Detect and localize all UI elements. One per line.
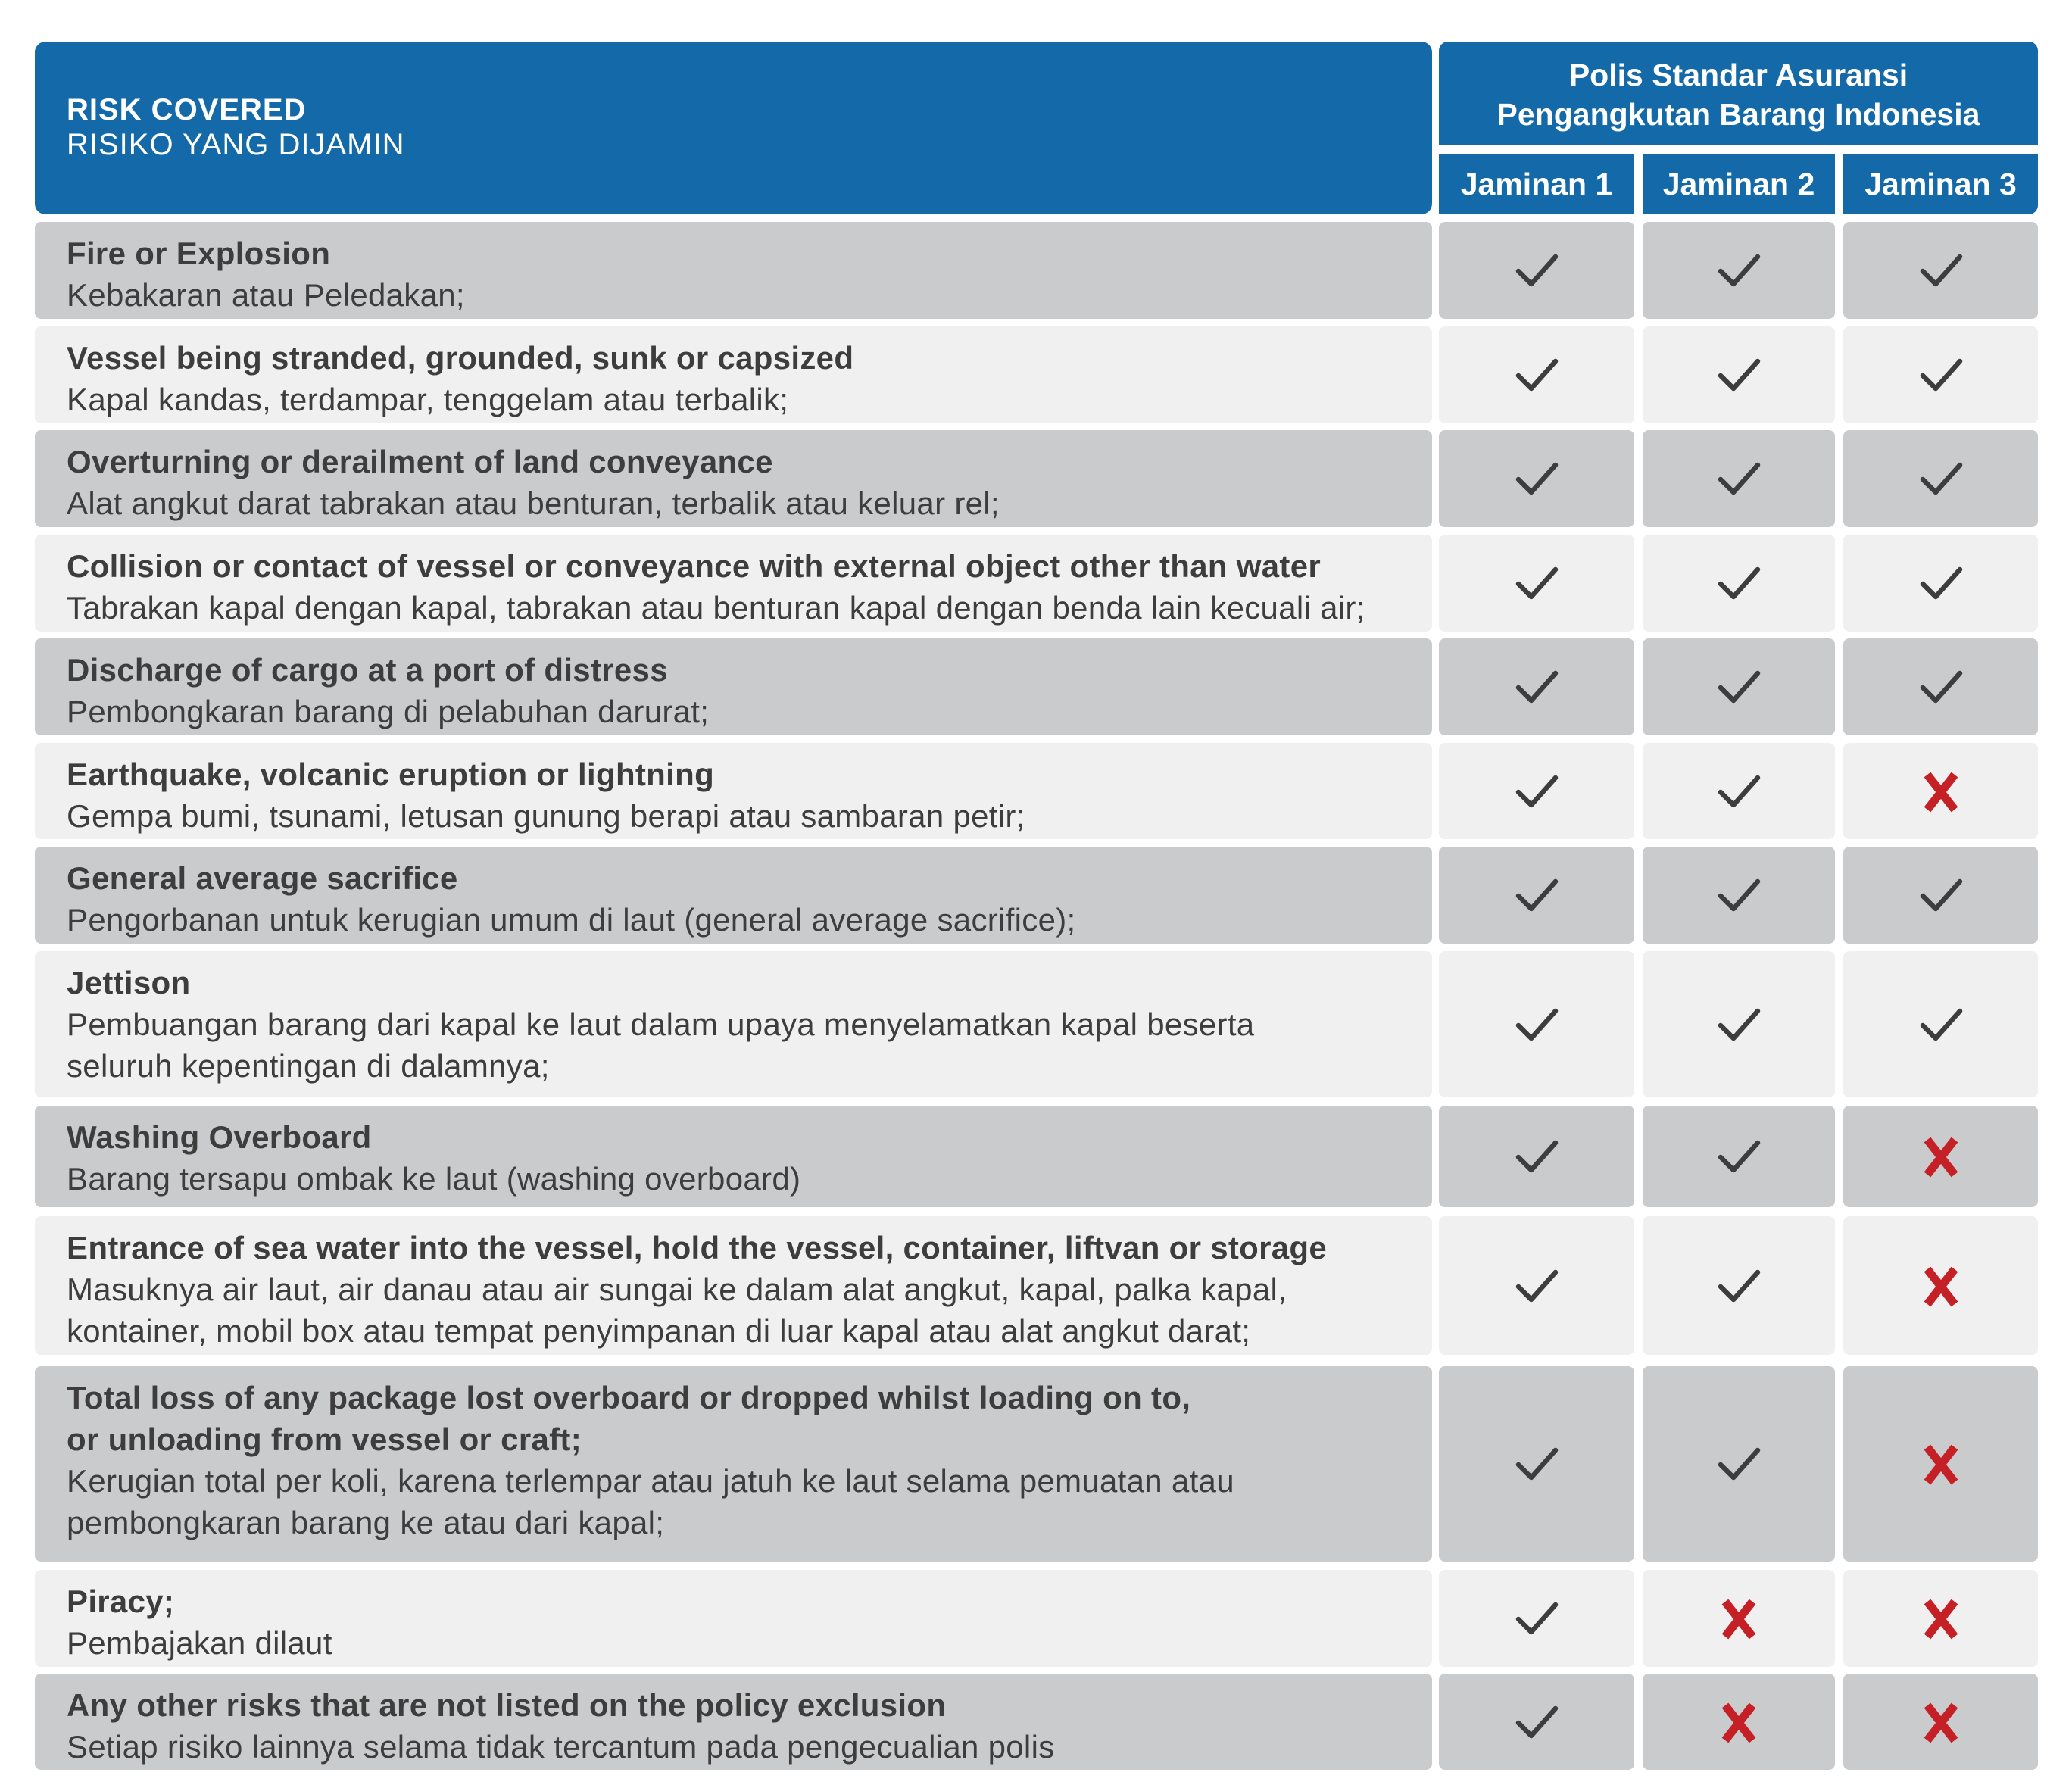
risk-description-cell <box>35 222 1432 319</box>
checkmark-icon <box>1439 872 1634 918</box>
checkmark-glyph <box>1518 673 1556 701</box>
risk-description-cell <box>35 1216 1432 1355</box>
coverage-cell-jaminan-2 <box>1643 326 1835 423</box>
coverage-cell-jaminan-1 <box>1439 847 1634 944</box>
checkmark-glyph <box>1721 1450 1758 1478</box>
risk-title-en: Jettison <box>67 965 191 1000</box>
coverage-cell-jaminan-1 <box>1439 1570 1634 1667</box>
table-row <box>0 430 2072 527</box>
checkmark-icon <box>1439 248 1634 293</box>
risk-title-id: Setiap risiko lainnya selama tidak tercantum pada pengecualian polis <box>67 1729 1055 1765</box>
risk-title-id: Gempa bumi, tsunami, letusan gunung berapi atau sambaran petir; <box>67 798 1025 834</box>
checkmark-icon <box>1439 560 1634 606</box>
coverage-cell-jaminan-1 <box>1439 222 1634 319</box>
risk-description-cell <box>35 1674 1432 1770</box>
checkmark-glyph <box>1923 569 1960 597</box>
checkmark-icon <box>1439 1263 1634 1309</box>
table-row <box>0 743 2072 839</box>
checkmark-icon <box>1643 352 1835 398</box>
table-row <box>0 1570 2072 1667</box>
risk-title-en: Any other risks that are not listed on the policy exclusion <box>67 1687 947 1723</box>
risk-title-id: Pengorbanan untuk kerugian umum di laut (general average sacrifice); <box>67 902 1076 938</box>
risk-description-cell <box>35 1366 1432 1562</box>
table-row <box>0 1674 2072 1770</box>
checkmark-icon <box>1439 1699 1634 1745</box>
checkmark-glyph <box>1721 1011 1758 1038</box>
checkmark-glyph <box>1721 257 1758 284</box>
coverage-cell-jaminan-2 <box>1643 951 1835 1097</box>
checkmark-glyph <box>1721 882 1758 909</box>
risk-title-en: Fire or Explosion <box>67 236 331 271</box>
risk-title-id: Alat angkut darat tabrakan atau benturan, terbalik atau keluar rel; <box>67 485 1000 521</box>
column-header-jaminan-3: Jaminan 3 <box>1843 154 2038 214</box>
coverage-cell-jaminan-1 <box>1439 535 1634 632</box>
cross-icon <box>1843 1596 2038 1641</box>
table-row <box>0 326 2072 423</box>
risk-description-cell <box>35 326 1432 423</box>
checkmark-glyph <box>1518 778 1556 805</box>
checkmark-glyph <box>1721 1272 1758 1300</box>
cross-icon <box>1843 1441 2038 1487</box>
coverage-cell-jaminan-3 <box>1843 430 2038 527</box>
checkmark-icon <box>1843 456 2038 501</box>
checkmark-glyph <box>1721 673 1758 701</box>
coverage-cell-jaminan-3 <box>1843 1106 2038 1207</box>
table-row <box>0 1216 2072 1355</box>
checkmark-icon <box>1843 248 2038 293</box>
coverage-cell-jaminan-1 <box>1439 1674 1634 1770</box>
checkmark-glyph <box>1721 569 1758 597</box>
table-row <box>0 222 2072 319</box>
risk-title-id: Kerugian total per koli, karena terlempar atau jatuh ke laut selama pemuatan atau pembongkaran barang ke atau dari kapal; <box>67 1463 1234 1540</box>
coverage-cell-jaminan-3 <box>1843 847 2038 944</box>
checkmark-glyph <box>1518 465 1556 492</box>
risk-title-en: Collision or contact of vessel or conveyance with external object other than water <box>67 548 1322 584</box>
coverage-cell-jaminan-3 <box>1843 326 2038 423</box>
checkmark-icon <box>1439 1002 1634 1047</box>
checkmark-icon <box>1439 1441 1634 1487</box>
checkmark-glyph <box>1518 1143 1556 1170</box>
risk-title-en: Piracy; <box>67 1584 175 1619</box>
policy-title-line2: Pengangkutan Barang Indonesia <box>1496 97 1980 132</box>
checkmark-glyph <box>1518 257 1556 284</box>
checkmark-icon <box>1643 1002 1835 1047</box>
coverage-cell-jaminan-3 <box>1843 1366 2038 1562</box>
risk-title-en: Washing Overboard <box>67 1119 372 1155</box>
risk-title-id: Kebakaran atau Peledakan; <box>67 277 465 313</box>
checkmark-glyph <box>1518 1450 1556 1478</box>
checkmark-glyph <box>1923 361 1960 388</box>
coverage-cell-jaminan-1 <box>1439 1216 1634 1355</box>
checkmark-glyph <box>1518 1272 1556 1300</box>
cross-icon <box>1843 1699 2038 1745</box>
coverage-cell-jaminan-2 <box>1643 1570 1835 1667</box>
coverage-cell-jaminan-1 <box>1439 951 1634 1097</box>
checkmark-icon <box>1439 456 1634 501</box>
risk-description-cell <box>35 951 1432 1097</box>
risk-description-cell <box>35 535 1432 632</box>
checkmark-glyph <box>1721 1143 1758 1170</box>
coverage-cell-jaminan-2 <box>1643 638 1835 735</box>
checkmark-icon <box>1439 1596 1634 1641</box>
checkmark-icon <box>1643 456 1835 501</box>
checkmark-icon <box>1843 560 2038 606</box>
column-header-jaminan-2: Jaminan 2 <box>1643 154 1835 214</box>
column-header-jaminan-1: Jaminan 1 <box>1439 154 1634 214</box>
risk-description-cell <box>35 743 1432 839</box>
risk-description-cell <box>35 1570 1432 1667</box>
coverage-cell-jaminan-1 <box>1439 1366 1634 1562</box>
risk-title-en: General average sacrifice <box>67 860 458 896</box>
checkmark-icon <box>1643 664 1835 710</box>
checkmark-glyph <box>1518 569 1556 597</box>
coverage-cell-jaminan-3 <box>1843 743 2038 839</box>
checkmark-glyph <box>1923 673 1960 701</box>
risk-title-en: Total loss of any package lost overboard or dropped whilst loading on to, or unloading from vessel or craft; <box>67 1380 1191 1457</box>
coverage-cell-jaminan-3 <box>1843 638 2038 735</box>
coverage-cell-jaminan-2 <box>1643 1216 1835 1355</box>
checkmark-glyph <box>1923 1011 1960 1038</box>
table-row <box>0 1366 2072 1562</box>
risk-title-en: Earthquake, volcanic eruption or lightning <box>67 757 715 792</box>
checkmark-glyph <box>1518 361 1556 388</box>
coverage-cell-jaminan-2 <box>1643 1674 1835 1770</box>
coverage-cell-jaminan-2 <box>1643 535 1835 632</box>
risk-title-en: Discharge of cargo at a port of distress <box>67 652 668 688</box>
cross-glyph <box>1927 1705 1955 1740</box>
checkmark-icon <box>1843 1002 2038 1047</box>
checkmark-glyph <box>1721 361 1758 388</box>
coverage-cell-jaminan-3 <box>1843 951 2038 1097</box>
risk-title-id: Kapal kandas, terdampar, tenggelam atau terbalik; <box>67 382 789 417</box>
coverage-cell-jaminan-1 <box>1439 1106 1634 1207</box>
coverage-cell-jaminan-1 <box>1439 326 1634 423</box>
risk-title-id: Masuknya air laut, air danau atau air sungai ke dalam alat angkut, kapal, palka kapal, kontainer, mobil box atau tempat penyimpanan di luar kapal atau alat angkut darat; <box>67 1272 1287 1349</box>
checkmark-icon <box>1843 664 2038 710</box>
header-title: RISK COVERED <box>67 93 307 126</box>
checkmark-icon <box>1843 872 2038 918</box>
risk-title-id: Barang tersapu ombak ke laut (washing overboard) <box>67 1161 801 1197</box>
cross-glyph <box>1927 775 1955 810</box>
coverage-cell-jaminan-1 <box>1439 430 1634 527</box>
checkmark-icon <box>1643 769 1835 814</box>
risk-title-en: Entrance of sea water into the vessel, hold the vessel, container, liftvan or storage <box>67 1230 1328 1265</box>
checkmark-icon <box>1439 352 1634 398</box>
coverage-cell-jaminan-2 <box>1643 222 1835 319</box>
coverage-cell-jaminan-2 <box>1643 1366 1835 1562</box>
cross-glyph <box>1725 1602 1752 1637</box>
risk-description-cell <box>35 638 1432 735</box>
checkmark-icon <box>1843 352 2038 398</box>
coverage-cell-jaminan-2 <box>1643 743 1835 839</box>
coverage-cell-jaminan-2 <box>1643 430 1835 527</box>
cross-glyph <box>1927 1140 1955 1175</box>
table-row <box>0 847 2072 944</box>
cross-icon <box>1843 769 2038 814</box>
cross-icon <box>1843 1263 2038 1309</box>
checkmark-icon <box>1643 560 1835 606</box>
risk-title-id: Pembongkaran barang di pelabuhan darurat; <box>67 694 710 729</box>
checkmark-icon <box>1439 1134 1634 1179</box>
risk-description-cell <box>35 1106 1432 1207</box>
table-row <box>0 951 2072 1097</box>
cross-glyph <box>1927 1602 1955 1637</box>
cross-icon <box>1643 1596 1835 1641</box>
checkmark-glyph <box>1518 1708 1556 1736</box>
coverage-cell-jaminan-3 <box>1843 1570 2038 1667</box>
checkmark-glyph <box>1518 1011 1556 1038</box>
checkmark-icon <box>1643 1441 1835 1487</box>
risk-covered-header <box>35 42 1432 214</box>
checkmark-glyph <box>1923 882 1960 909</box>
risk-title-id: Pembuangan barang dari kapal ke laut dalam upaya menyelamatkan kapal beserta seluruh kepentingan di dalamnya; <box>67 1006 1255 1084</box>
checkmark-glyph <box>1721 778 1758 805</box>
checkmark-icon <box>1643 1263 1835 1309</box>
cross-glyph <box>1725 1705 1752 1740</box>
cross-glyph <box>1927 1269 1955 1304</box>
checkmark-glyph <box>1923 257 1960 284</box>
coverage-cell-jaminan-3 <box>1843 1216 2038 1355</box>
checkmark-icon <box>1643 872 1835 918</box>
checkmark-glyph <box>1518 882 1556 909</box>
checkmark-glyph <box>1923 465 1960 492</box>
table-row <box>0 1106 2072 1207</box>
checkmark-icon <box>1439 769 1634 814</box>
risk-description-cell <box>35 847 1432 944</box>
coverage-cell-jaminan-1 <box>1439 743 1634 839</box>
risk-title-id: Tabrakan kapal dengan kapal, tabrakan atau benturan kapal dengan benda lain kecuali air; <box>67 590 1365 626</box>
risk-title-id: Pembajakan dilaut <box>67 1625 332 1661</box>
coverage-cell-jaminan-2 <box>1643 847 1835 944</box>
cross-icon <box>1843 1134 2038 1179</box>
table-row <box>0 535 2072 632</box>
policy-title-line1: Polis Standar Asuransi <box>1568 58 1908 92</box>
checkmark-icon <box>1643 248 1835 293</box>
coverage-cell-jaminan-2 <box>1643 1106 1835 1207</box>
table-row <box>0 638 2072 735</box>
policy-header <box>1439 42 2038 145</box>
checkmark-icon <box>1643 1134 1835 1179</box>
risk-description-cell <box>35 430 1432 527</box>
header-subtitle: RISIKO YANG DIJAMIN <box>67 128 405 161</box>
checkmark-icon <box>1439 664 1634 710</box>
coverage-cell-jaminan-1 <box>1439 638 1634 735</box>
cross-icon <box>1643 1699 1835 1745</box>
risk-title-en: Vessel being stranded, grounded, sunk or capsized <box>67 340 854 376</box>
coverage-cell-jaminan-3 <box>1843 1674 2038 1770</box>
cross-glyph <box>1927 1447 1955 1482</box>
coverage-cell-jaminan-3 <box>1843 222 2038 319</box>
checkmark-glyph <box>1518 1605 1556 1632</box>
coverage-cell-jaminan-3 <box>1843 535 2038 632</box>
checkmark-glyph <box>1721 465 1758 492</box>
risk-title-en: Overturning or derailment of land conveyance <box>67 444 773 479</box>
